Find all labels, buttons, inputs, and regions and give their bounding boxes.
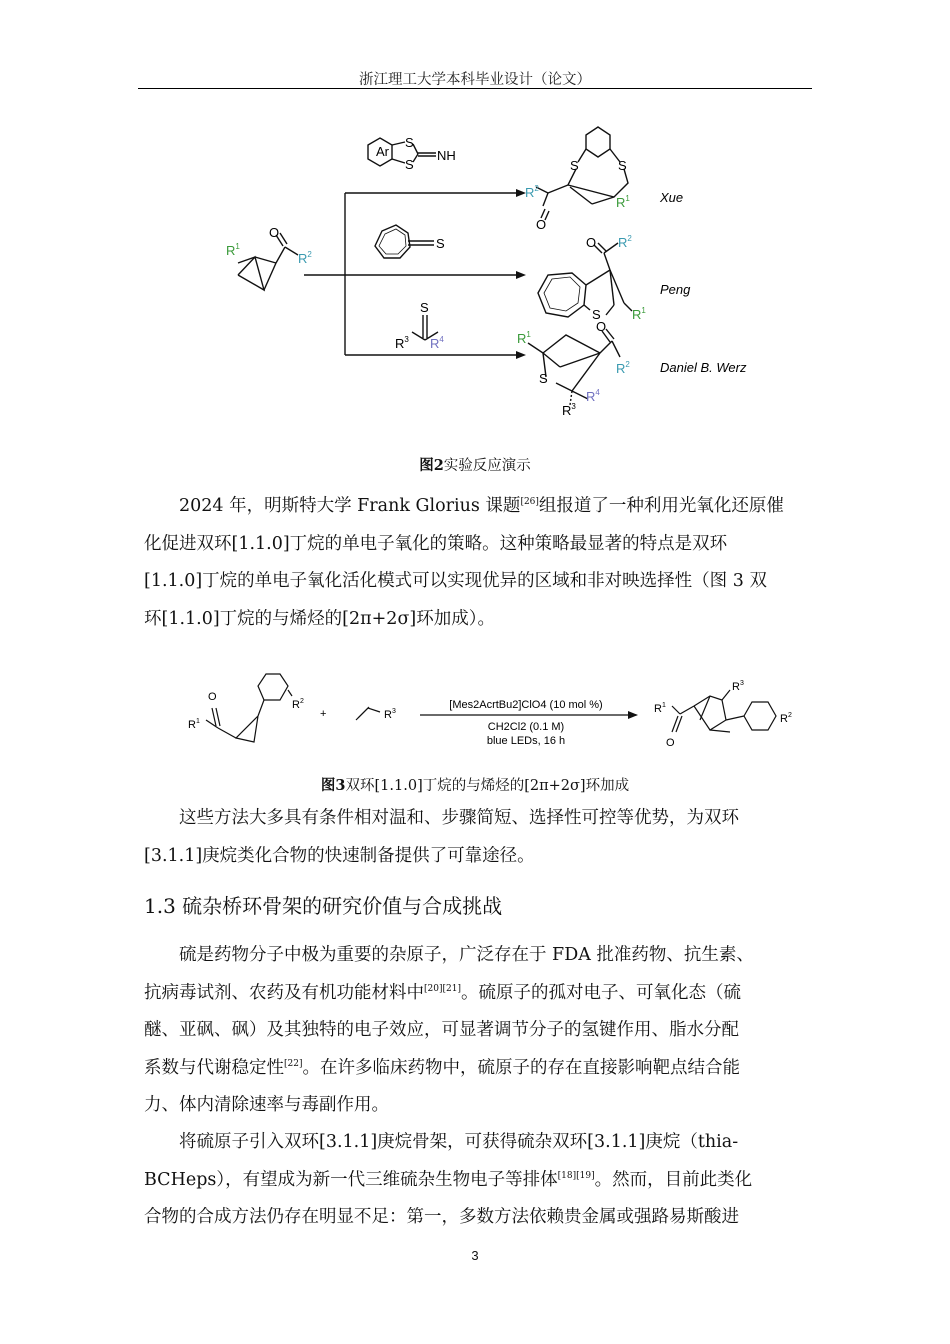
product-oxygen: O [666, 737, 675, 749]
product-bot-s: S [539, 371, 548, 386]
figure-2-caption: 图2实验反应演示 [419, 457, 531, 474]
product-mid-s: S [592, 307, 601, 322]
thioketone-s: S [420, 300, 429, 315]
solvent-label: CH2Cl2 (0.1 M) [487, 721, 565, 733]
thiazole-s1: S [405, 135, 414, 150]
plus-sign: + [320, 708, 327, 720]
sm1-r1: $R^1$ [188, 718, 200, 731]
running-header: 浙江理工大学本科毕业设计（论文） [359, 72, 591, 88]
product-r2: $R^2$ [780, 712, 792, 725]
thiazole-s2: S [405, 157, 414, 172]
product-top-s2: S [618, 158, 627, 173]
product-bot-r4: $R^4$ [586, 388, 600, 404]
aryl-label: Ar [376, 144, 389, 159]
paragraph-thia-bcheps: 将硫原子引入双环[3.1.1]庚烷骨架，可获得硫杂双环[3.1.1]庚烷（thia- BCHeps），有望成为新一代三维硫杂生物电子等排体[18][19]。然而，目前此类化 合物的合成方法仍存在明显不足：第一，多数方法依赖贵金属或强路易斯酸进 [144, 1132, 753, 1227]
paragraph-glorius: 2024 年，明斯特大学 Frank Glorius 课题[26]组报道了一种利用光氧化还原催 化促进双环[1.1.0]丁烷的单电子氧化的策略。这种策略最显著的特点是双环 [1.1.0]丁烷的单电子氧化活化模式可以实现优异的区域和非对映选择性（图 3 双 环[1.1.0]丁烷的与烯烃的[2π+2σ]环加成）。 [144, 496, 784, 629]
product-mid-r2: $R^2$ [618, 234, 632, 250]
product-bot-oxygen: O [596, 319, 607, 334]
paragraph-sulfur: 硫是药物分子中极为重要的杂原子，广泛存在于 FDA 批准药物、抗生素、 抗病毒试剂、农药及有机功能材料中[20][21]。硫原子的孤对电子、可氧化态（硫 醚、亚砜、砜）及其独特的电子效应，可显著调节分子的氢键作用、脂水分配 系数与代谢稳定性[22]。在许多临床药物中，硫原子的存在直接影响靶点结合能 力、体内清除速率与毒副作用。 [144, 945, 754, 1115]
product-r3: $R^3$ [732, 680, 744, 693]
product-mid-oxygen: O [586, 235, 597, 250]
citation: [20][21] [424, 983, 461, 994]
sm1-r2: $R^2$ [292, 698, 304, 711]
citation: [22] [284, 1058, 303, 1069]
catalyst-label: [Mes2AcrtBu2]ClO4 (10 mol %) [449, 699, 603, 711]
product-bot-r1: $R^1$ [517, 330, 531, 346]
paragraph-summary: 这些方法大多具有条件相对温和、步骤简短、选择性可控等优势，为双环 [3.1.1]庚烷类化合物的快速制备提供了可靠途径。 [144, 808, 739, 866]
tropothione-s: S [436, 236, 445, 251]
citation: [18][19] [557, 1170, 595, 1181]
product-mid-r1: $R^1$ [632, 306, 646, 322]
figure-3-caption: 图3双环[1.1.0]丁烷的与烯烃的[2π+2σ]环加成 [320, 777, 630, 794]
product-top-oxygen: O [536, 217, 547, 232]
product-bot-r3: $R^3$ [562, 402, 576, 418]
product-top-r1: $R^1$ [616, 194, 630, 210]
page-number: 3 [471, 1248, 479, 1263]
imine-nh: NH [437, 148, 456, 163]
substrate-oxygen: O [269, 225, 280, 240]
light-label: blue LEDs, 16 h [486, 735, 566, 747]
sm1-oxygen: O [208, 691, 217, 703]
figure-3-scheme [170, 660, 820, 765]
author-peng: Peng [660, 282, 691, 297]
substrate-r2: $R^2$ [298, 250, 312, 266]
citation: [26] [520, 497, 539, 507]
figure-2-scheme [180, 105, 800, 430]
product-bot-r2: $R^2$ [616, 360, 630, 376]
author-werz: Daniel B. Werz [660, 360, 747, 375]
author-xue: Xue [660, 190, 684, 205]
product-top-s1: S [570, 158, 579, 173]
product-r1: $R^1$ [654, 702, 666, 715]
product-top-r2: $R^2$ [525, 184, 539, 200]
thioketone-r3: $R^3$ [395, 335, 409, 351]
substrate-r1: $R^1$ [226, 242, 240, 258]
sm2-r3: $R^3$ [384, 708, 396, 721]
thioketone-r4: $R^4$ [430, 335, 444, 351]
section-heading: 1.3 硫杂桥环骨架的研究价值与合成挑战 [144, 894, 503, 918]
header-rule [138, 88, 812, 89]
